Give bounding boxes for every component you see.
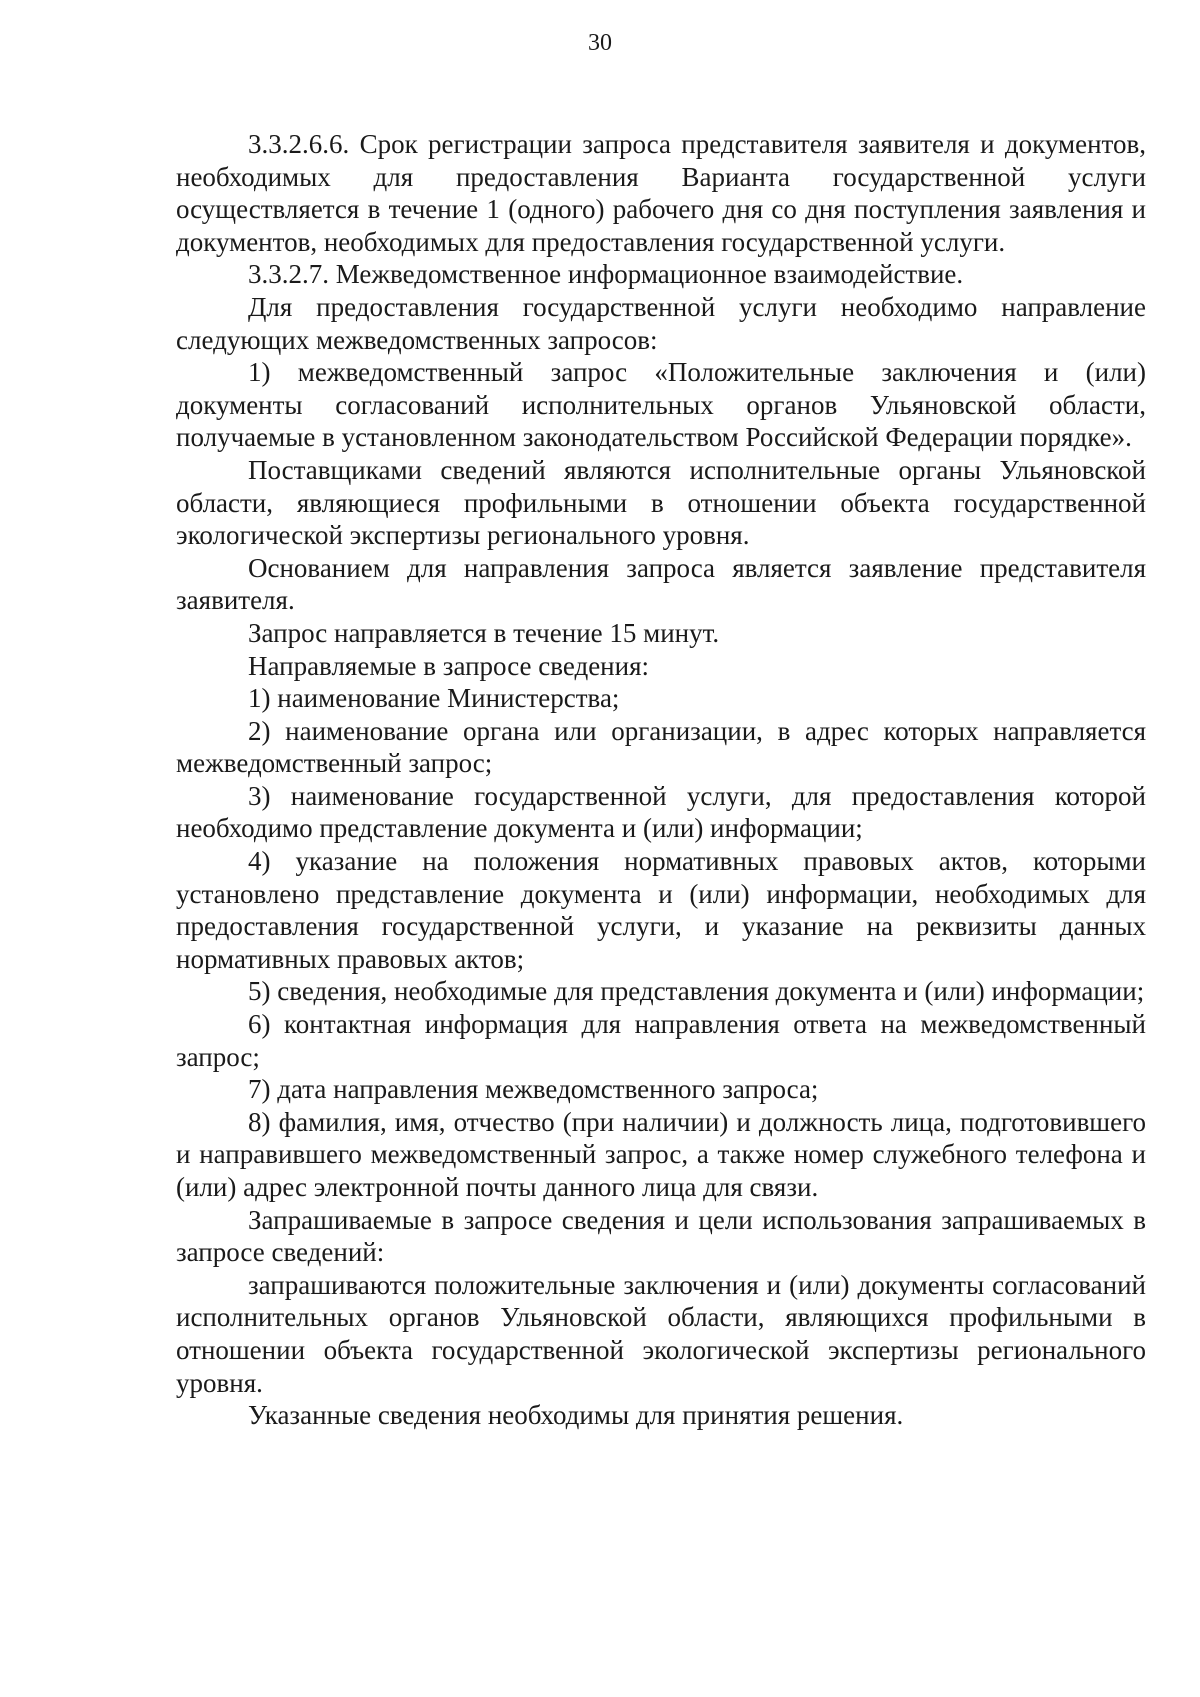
document-body <box>176 128 1146 1432</box>
paragraph: Поставщиками сведений являются исполнительные органы Ульяновской области, являющиеся профильными в отношении объекта государственной экологической экспертизы регионального уровня. <box>176 454 1146 551</box>
paragraph-section-heading: 3.3.2.7. Межведомственное информационное взаимодействие. <box>248 259 964 290</box>
paragraph: Основанием для направления запроса является заявление представителя заявителя. <box>176 552 1146 616</box>
list-item: 4) указание на положения нормативных правовых актов, которыми установлено представление документа и (или) информации, необходимых для предоставления государственной услуги, и указание на реквизиты данных нормативных правовых актов; <box>176 846 1146 974</box>
paragraph: Указанные сведения необходимы для принятия решения. <box>248 1400 904 1431</box>
paragraph-registration-term: 3.3.2.6.6. Срок регистрации запроса представителя заявителя и документов, необходимых для предоставления Варианта государственной услуги осуществляется в течение 1 (одного) рабочего дня со дня поступления заявления и документов, необходимых для предоставления государственной услуги. <box>176 129 1146 257</box>
list-item: 1) межведомственный запрос «Положительные заключения и (или) документы согласований исполнительных органов Ульяновской области, получаемые в установленном законодательством Российской Федерации порядке». <box>176 357 1146 453</box>
list-item: 7) дата направления межведомственного запроса; <box>248 1074 819 1105</box>
paragraph: Направляемые в запросе сведения: <box>248 650 649 681</box>
list-item: 2) наименование органа или организации, в адрес которых направляется межведомственный запрос; <box>176 715 1146 779</box>
list-item: 6) контактная информация для направления ответа на межведомственный запрос; <box>176 1009 1146 1072</box>
page-number: 30 <box>588 30 612 56</box>
paragraph: Запрашиваемые в запросе сведения и цели использования запрашиваемых в запросе сведений: <box>176 1204 1146 1268</box>
list-item: 1) наименование Министерства; <box>248 683 620 714</box>
paragraph: Запрос направляется в течение 15 минут. <box>248 617 720 648</box>
list-item: 3) наименование государственной услуги, для предоставления которой необходимо представление документа и (или) информации; <box>176 780 1146 844</box>
paragraph: запрашиваются положительные заключения и (или) документы согласований исполнительных органов Ульяновской области, являющихся профильными в отношении объекта государственной экологической экспертизы регионального уровня. <box>176 1269 1146 1398</box>
paragraph: Для предоставления государственной услуги необходимо направление следующих межведомственных запросов: <box>176 291 1146 355</box>
list-item: 8) фамилия, имя, отчество (при наличии) и должность лица, подготовившего и направившего межведомственный запрос, а также номер служебного телефона и (или) адрес электронной почты данного лица для связи. <box>176 1106 1146 1202</box>
list-item: 5) сведения, необходимые для представления документа и (или) информации; <box>248 976 1145 1007</box>
